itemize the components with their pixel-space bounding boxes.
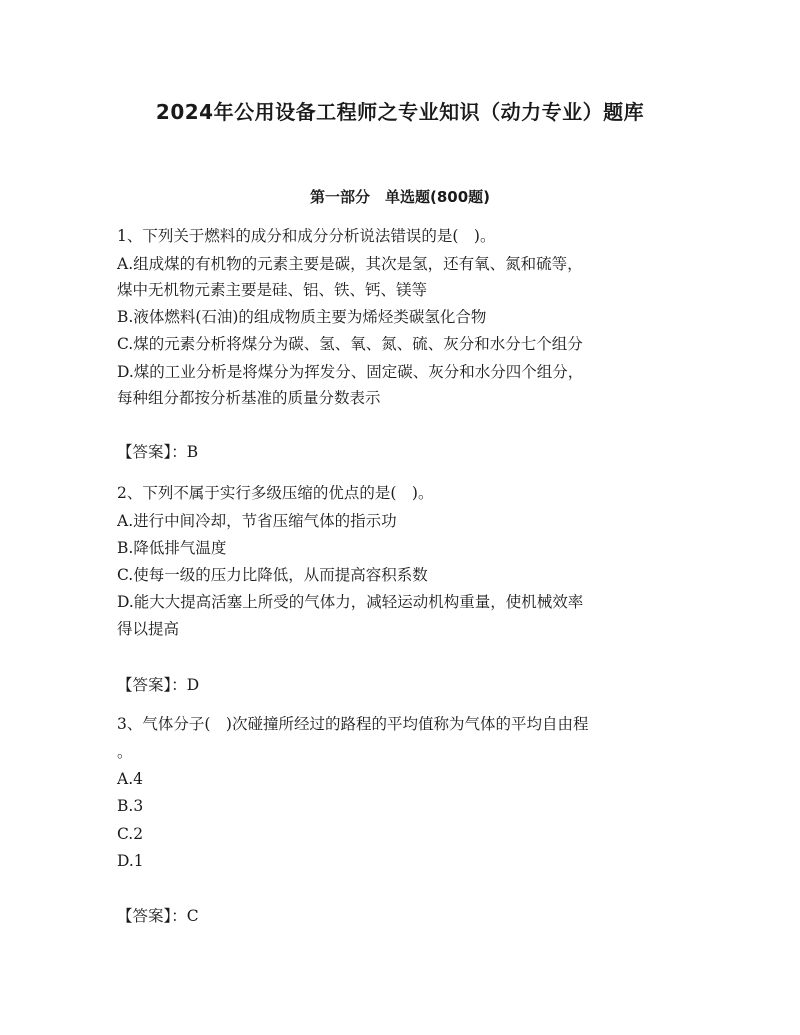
question-2-answer xyxy=(117,674,199,696)
question-3-option-a: A.4 xyxy=(117,770,143,788)
question-2-option-b: B.降低排气温度 xyxy=(117,539,227,557)
answer-label: 【答案】： xyxy=(117,907,187,925)
question-1-option-d: D.煤的工业分析是将煤分为挥发分、固定碳、灰分和水分四个组分， xyxy=(117,363,584,381)
answer-label: 【答案】： xyxy=(117,676,187,694)
question-1-answer xyxy=(117,441,198,463)
question-3-option-d: D.1 xyxy=(117,852,144,870)
question-2-stem: 2、下列不属于实行多级压缩的优点的是( )。 xyxy=(117,484,434,502)
question-1-option-a: A.组成煤的有机物的元素主要是碳，其次是氢，还有氧、氮和硫等， xyxy=(117,255,583,273)
question-1-stem: 1、下列关于燃料的成分和成分分析说法错误的是( )。 xyxy=(117,227,496,245)
question-1-option-a-cont: 煤中无机物元素主要是硅、铝、铁、钙、镁等 xyxy=(117,281,428,299)
question-1-option-b: B.液体燃料(石油)的组成物质主要为烯烃类碳氢化合物 xyxy=(117,308,487,326)
answer-value: B xyxy=(186,443,199,461)
question-3-option-b: B.3 xyxy=(117,797,144,815)
answer-value: C xyxy=(186,907,199,925)
question-2-option-d: D.能大大提高活塞上所受的气体力，减轻运动机构重量，使机械效率 xyxy=(117,593,584,611)
answer-label: 【答案】： xyxy=(117,443,187,461)
question-3-stem: 3、气体分子( )次碰撞所经过的路程的平均值称为气体的平均自由程 xyxy=(117,715,589,733)
question-3-answer xyxy=(117,905,199,927)
question-2-option-d-cont: 得以提高 xyxy=(117,620,180,638)
answer-value: D xyxy=(186,676,200,694)
question-2-option-a: A.进行中间冷却，节省压缩气体的指示功 xyxy=(117,512,397,530)
question-3-option-c: C.2 xyxy=(117,825,144,843)
document-title: 2024年公用设备工程师之专业知识（动力专业）题库 xyxy=(155,100,645,124)
section-title: 第一部分 单选题(800题) xyxy=(309,188,491,206)
question-3-stem-cont: 。 xyxy=(117,743,133,761)
question-2-option-c: C.使每一级的压力比降低，从而提高容积系数 xyxy=(117,566,428,584)
question-1-option-c: C.煤的元素分析将煤分为碳、氢、氧、氮、硫、灰分和水分七个组分 xyxy=(117,335,583,353)
question-1-option-d-cont: 每种组分都按分析基准的质量分数表示 xyxy=(117,389,381,407)
